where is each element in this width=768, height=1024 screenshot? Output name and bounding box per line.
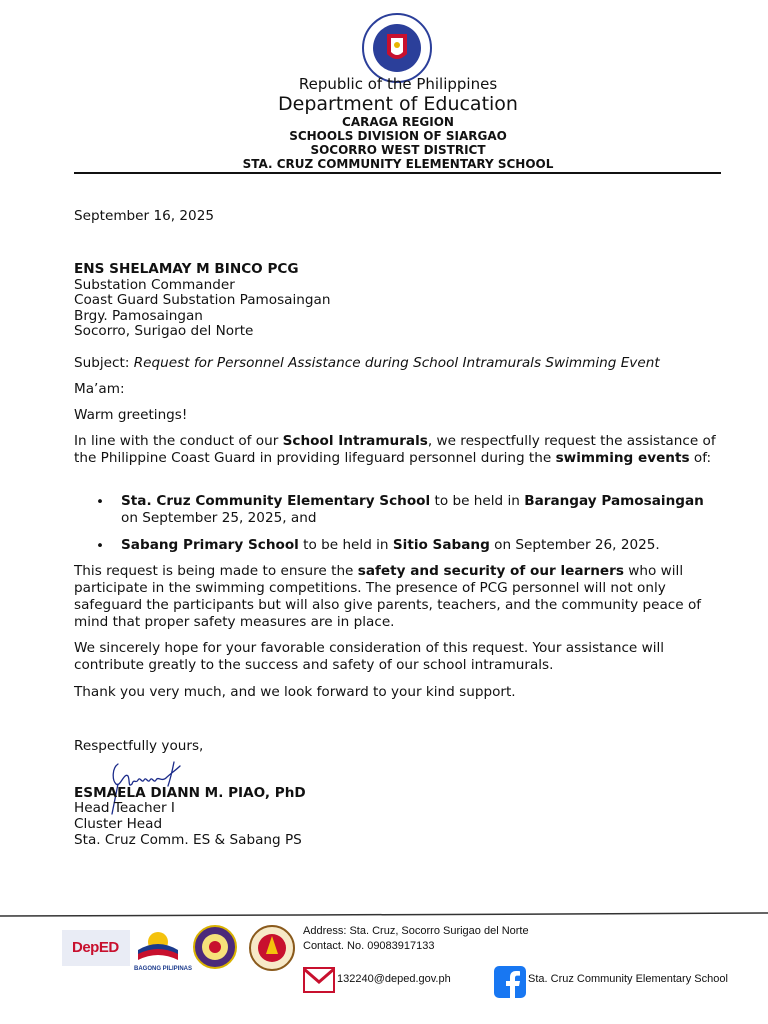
recipient-line: Substation Commander bbox=[74, 277, 235, 293]
header-division: SCHOOLS DIVISION OF SIARGAO bbox=[289, 129, 507, 143]
school-seal-logo bbox=[192, 924, 238, 970]
text-run-bold: safety and security of our learners bbox=[357, 563, 624, 579]
salutation: Ma’am: bbox=[74, 381, 125, 397]
text-run: In line with the conduct of our bbox=[74, 433, 283, 449]
text-run: to be held in bbox=[430, 493, 525, 509]
footer-email-link[interactable]: 132240@deped.gov.ph bbox=[337, 973, 451, 985]
closing: Respectfully yours, bbox=[74, 738, 204, 754]
footer-divider bbox=[0, 912, 768, 918]
header-department: Department of Education bbox=[278, 93, 518, 115]
footer-contact: Contact. No. 09083917133 bbox=[303, 940, 435, 952]
facebook-icon bbox=[494, 966, 526, 998]
text-run-bold: School Intramurals bbox=[282, 433, 428, 449]
signatory-line: Head Teacher I bbox=[74, 800, 175, 816]
text-run: on September 26, 2025. bbox=[489, 537, 660, 553]
text-run: This request is being made to ensure the bbox=[74, 563, 358, 579]
text-run-bold: Sta. Cruz Community Elementary School bbox=[121, 493, 431, 509]
recipient-line: Socorro, Surigao del Norte bbox=[74, 323, 254, 339]
paragraph-purpose bbox=[74, 563, 724, 631]
recipient-line: Brgy. Pamosaingan bbox=[74, 308, 203, 324]
subject-text: Request for Personnel Assistance during School Intramurals Swimming Event bbox=[133, 355, 660, 371]
greeting: Warm greetings! bbox=[74, 407, 188, 423]
deped-seal-logo bbox=[361, 12, 433, 84]
list-item bbox=[121, 537, 721, 554]
text-run: , we respectfully request the assistance of the Philippine Coast Guard in providing lifeguard personnel during the bbox=[74, 433, 716, 466]
header-district: SOCORRO WEST DISTRICT bbox=[310, 143, 486, 157]
header-republic: Republic of the Philippines bbox=[298, 75, 498, 93]
footer-facebook-link[interactable]: Sta. Cruz Community Elementary School bbox=[528, 973, 728, 985]
subject-line bbox=[74, 355, 660, 371]
paragraph-thanks: Thank you very much, and we look forward to your kind support. bbox=[74, 684, 516, 700]
gmail-icon bbox=[303, 966, 335, 994]
text-run: who will participate in the swimming competitions. The presence of PCG personnel will not only safeguard the participants but will also give parents, teachers, and the community peace of mind that proper safety measures are in place. bbox=[74, 563, 702, 630]
text-run-bold: Barangay Pamosaingan bbox=[524, 493, 704, 509]
deped-logo bbox=[62, 930, 130, 966]
text-run: on September 25, 2025, and bbox=[121, 510, 317, 526]
header-school: STA. CRUZ COMMUNITY ELEMENTARY SCHOOL bbox=[242, 157, 554, 171]
text-run-bold: Sitio Sabang bbox=[392, 537, 490, 553]
footer-address: Address: Sta. Cruz, Socorro Surigao del Norte bbox=[303, 925, 529, 937]
deped-logo-text: DepED bbox=[72, 939, 119, 956]
bagong-pilipinas-emblem-icon bbox=[134, 924, 182, 962]
text-run-bold: swimming events bbox=[555, 450, 690, 466]
subject-label: Subject: bbox=[74, 355, 130, 371]
bagong-pilipinas-label: BAGONG PILIPINAS bbox=[134, 966, 193, 972]
text-run-bold: Sabang Primary School bbox=[121, 537, 299, 553]
bullet-dot: • bbox=[96, 538, 105, 554]
signatory-line: Cluster Head bbox=[74, 816, 163, 832]
header-divider bbox=[74, 172, 721, 174]
recipient-name: ENS SHELAMAY M BINCO PCG bbox=[74, 261, 299, 277]
signatory-name: ESMAELA DIANN M. PIAO, PhD bbox=[74, 785, 306, 801]
text-run: to be held in bbox=[298, 537, 393, 553]
paragraph-hope: We sincerely hope for your favorable consideration of this request. Your assistance will contribute greatly to the success and safety of our school intramurals. bbox=[74, 640, 665, 673]
bagong-pilipinas-logo bbox=[134, 924, 193, 972]
header-region: CARAGA REGION bbox=[342, 115, 454, 129]
letter-date: September 16, 2025 bbox=[74, 208, 214, 224]
signatory-line: Sta. Cruz Comm. ES & Sabang PS bbox=[74, 832, 302, 848]
division-seal-logo bbox=[248, 924, 296, 972]
list-item bbox=[121, 493, 721, 527]
recipient-line: Coast Guard Substation Pamosaingan bbox=[74, 292, 331, 308]
paragraph-intro bbox=[74, 433, 724, 467]
bullet-dot: • bbox=[96, 494, 105, 510]
text-run: of: bbox=[689, 450, 712, 466]
